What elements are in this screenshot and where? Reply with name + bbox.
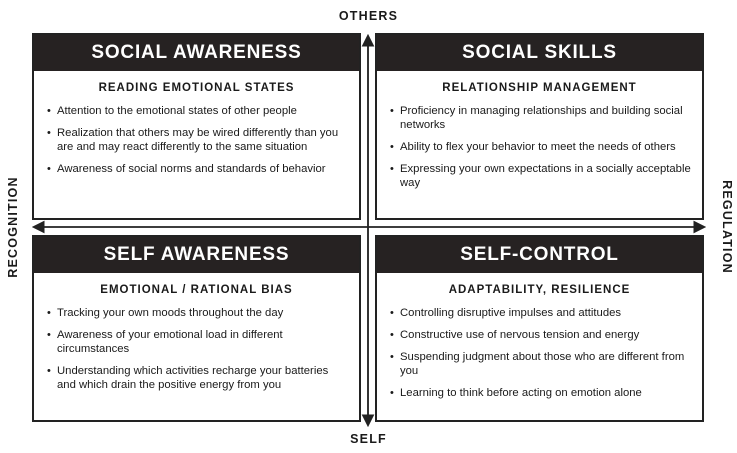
axis-label-self: SELF (350, 432, 387, 446)
quadrant-self-control (375, 235, 704, 422)
list-item: • Controlling disruptive impulses and attitudes (390, 306, 692, 320)
list-item: • Attention to the emotional states of other people (47, 104, 349, 118)
list-item: • Learning to think before acting on emotion alone (390, 386, 692, 400)
list-item: • Suspending judgment about those who are different from you (390, 350, 692, 378)
list-item: • Constructive use of nervous tension and energy (390, 328, 692, 342)
axis-label-recognition: RECOGNITION (6, 176, 20, 278)
axis-label-regulation: REGULATION (720, 180, 734, 274)
quadrant-subtitle: READING EMOTIONAL STATES (98, 82, 295, 94)
list-item: • Awareness of your emotional load in different circumstances (47, 328, 349, 356)
list-item: • Tracking your own moods throughout the day (47, 306, 349, 320)
list-item: • Realization that others may be wired differently than you are and may react differently to the same situation (47, 126, 349, 154)
bullet-list (34, 306, 359, 392)
quadrant-subtitle: EMOTIONAL / RATIONAL BIAS (100, 284, 293, 296)
bullet-list (377, 306, 702, 400)
quadrant-title: SELF AWARENESS (34, 237, 359, 273)
bullet-list (34, 104, 359, 176)
quadrant-title: SOCIAL AWARENESS (34, 35, 359, 71)
list-item: • Expressing your own expectations in a socially acceptable way (390, 162, 692, 190)
list-item: • Understanding which activities recharge your batteries and which drain the positive energy from you (47, 364, 349, 392)
quadrant-title: SOCIAL SKILLS (377, 35, 702, 71)
quadrant-subtitle: RELATIONSHIP MANAGEMENT (442, 82, 637, 94)
quadrant-self-awareness (32, 235, 361, 422)
quadrant-subtitle: ADAPTABILITY, RESILIENCE (448, 284, 631, 296)
axis-label-others: OTHERS (338, 9, 399, 23)
quadrant-social-skills (375, 33, 704, 220)
bullet-list (377, 104, 702, 190)
quadrant-title: SELF-CONTROL (377, 237, 702, 273)
list-item: • Ability to flex your behavior to meet the needs of others (390, 140, 692, 154)
list-item: • Proficiency in managing relationships and building social networks (390, 104, 692, 132)
quadrant-social-awareness (32, 33, 361, 220)
list-item: • Awareness of social norms and standards of behavior (47, 162, 349, 176)
